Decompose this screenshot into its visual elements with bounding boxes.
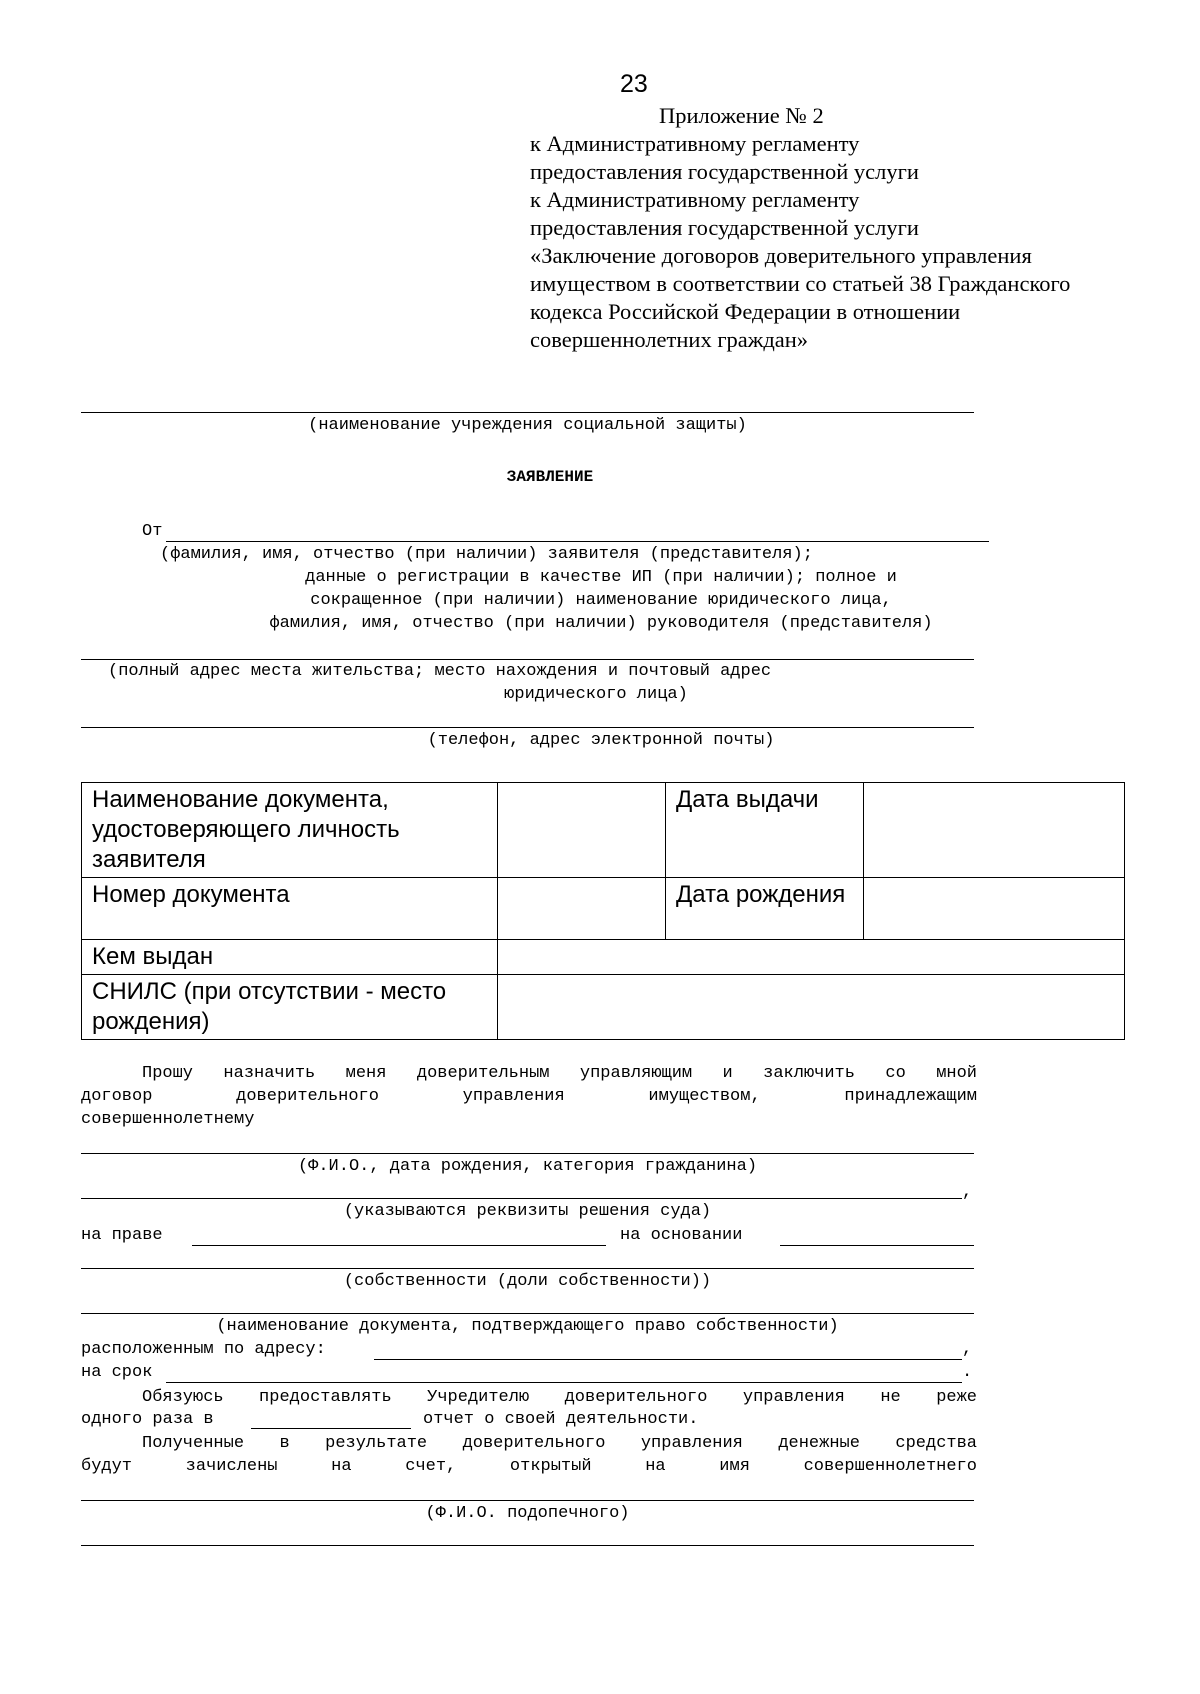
doc-name-label: Наименование документа, удостоверяющего личность заявителя bbox=[82, 783, 498, 878]
funds-line: Полученные в результате доверительного управления денежные средства bbox=[142, 1434, 977, 1453]
obligation-text: одного раза в bbox=[81, 1410, 214, 1429]
appendix-line: «Заключение договоров доверительного управления bbox=[530, 243, 1032, 268]
request-line: Прошу назначить меня доверительным управляющим и заключить со мной bbox=[142, 1064, 977, 1083]
applicant-caption-line: сокращенное (при наличии) наименование юридического лица, bbox=[310, 591, 892, 610]
snils-label: СНИЛС (при отсутствии - место рождения) bbox=[82, 975, 498, 1040]
term-label: на срок bbox=[81, 1363, 153, 1382]
issued-by-value-cell[interactable] bbox=[498, 940, 1125, 975]
applicant-caption-line: фамилия, имя, отчество (при наличии) руководителя (представителя) bbox=[269, 614, 933, 633]
contact-field-line[interactable] bbox=[81, 727, 974, 728]
right-label: на праве bbox=[81, 1226, 163, 1245]
comma: , bbox=[962, 1183, 973, 1202]
appendix-line: кодекса Российской Федерации в отношении bbox=[530, 299, 961, 324]
document-title: ЗАЯВЛЕНИЕ bbox=[506, 468, 594, 486]
table-row bbox=[82, 878, 1125, 940]
appendix-header bbox=[530, 102, 1070, 354]
applicant-caption-line: (фамилия, имя, отчество (при наличии) заявителя (представителя); bbox=[160, 545, 813, 564]
table-row bbox=[82, 975, 1125, 1040]
obligation-line: Обязуюсь предоставлять Учредителю доверительного управления не реже bbox=[142, 1388, 977, 1407]
located-address-field-line[interactable] bbox=[374, 1359, 962, 1360]
institution-field-line[interactable] bbox=[81, 412, 974, 413]
doc-number-value-cell[interactable] bbox=[498, 878, 666, 940]
snils-value-cell[interactable] bbox=[498, 975, 1125, 1040]
comma: , bbox=[962, 1340, 973, 1359]
address-caption-line: (полный адрес места жительства; место нахождения и почтовый адрес bbox=[108, 662, 772, 681]
applicant-caption-line: данные о регистрации в качестве ИП (при наличии); полное и bbox=[305, 568, 897, 587]
ward-caption: (Ф.И.О., дата рождения, категория гражданина) bbox=[297, 1157, 758, 1176]
table-row bbox=[82, 940, 1125, 975]
doc-name-value-cell[interactable] bbox=[498, 783, 666, 878]
funds-line: будут зачислены на счет, открытый на имя совершеннолетнего bbox=[81, 1457, 977, 1476]
appendix-line: предоставления государственной услуги bbox=[530, 159, 919, 184]
address-caption-line: юридического лица) bbox=[504, 685, 688, 704]
ownership-doc-caption: (наименование документа, подтверждающего право собственности) bbox=[216, 1317, 839, 1336]
contact-caption: (телефон, адрес электронной почты) bbox=[427, 731, 775, 750]
term-field-line[interactable] bbox=[166, 1382, 962, 1383]
ownership-doc-field-line[interactable] bbox=[81, 1313, 974, 1314]
court-caption: (указываются реквизиты решения суда) bbox=[343, 1202, 712, 1221]
address-field-line[interactable] bbox=[81, 659, 974, 660]
appendix-line: совершеннолетних граждан» bbox=[530, 327, 809, 352]
report-frequency-field-line[interactable] bbox=[251, 1428, 411, 1429]
issue-date-value-cell[interactable] bbox=[864, 783, 1125, 878]
appendix-line: предоставления государственной услуги bbox=[530, 215, 919, 240]
request-line: совершеннолетнему bbox=[81, 1110, 255, 1129]
page-number: 23 bbox=[620, 70, 648, 98]
issue-date-label: Дата выдачи bbox=[666, 783, 864, 878]
court-decision-field-line[interactable] bbox=[81, 1198, 962, 1199]
appendix-line: к Административному регламенту bbox=[530, 131, 860, 156]
institution-caption: (наименование учреждения социальной защиты) bbox=[308, 416, 747, 435]
ward-field-line[interactable] bbox=[81, 1153, 974, 1154]
birth-date-label: Дата рождения bbox=[666, 878, 864, 940]
birth-date-value-cell[interactable] bbox=[864, 878, 1125, 940]
ownership-field-line[interactable] bbox=[81, 1268, 974, 1269]
period: . bbox=[962, 1363, 973, 1382]
address-label: расположенным по адресу: bbox=[81, 1340, 326, 1359]
doc-number-label: Номер документа bbox=[82, 878, 498, 940]
extra-field-line[interactable] bbox=[81, 1545, 974, 1546]
obligation-text: отчет о своей деятельности. bbox=[423, 1410, 699, 1429]
ward-fio-caption: (Ф.И.О. подопечного) bbox=[425, 1504, 630, 1523]
appendix-line: Приложение № 2 bbox=[659, 103, 824, 128]
right-field-line[interactable] bbox=[192, 1245, 606, 1246]
ownership-caption: (собственности (доли собственности)) bbox=[343, 1272, 712, 1291]
appendix-line: к Административному регламенту bbox=[530, 187, 860, 212]
appendix-line: имуществом в соответствии со статьей 38 Гражданского bbox=[530, 271, 1071, 296]
request-line: договор доверительного управления имуществом, принадлежащим bbox=[81, 1087, 977, 1106]
from-label: От bbox=[142, 522, 163, 541]
basis-label: на основании bbox=[620, 1226, 743, 1245]
applicant-field-line[interactable] bbox=[166, 541, 989, 542]
basis-field-line[interactable] bbox=[780, 1245, 974, 1246]
ward-fio-field-line[interactable] bbox=[81, 1500, 974, 1501]
table-row bbox=[82, 783, 1125, 878]
id-document-table bbox=[81, 782, 1125, 1040]
issued-by-label: Кем выдан bbox=[82, 940, 498, 975]
